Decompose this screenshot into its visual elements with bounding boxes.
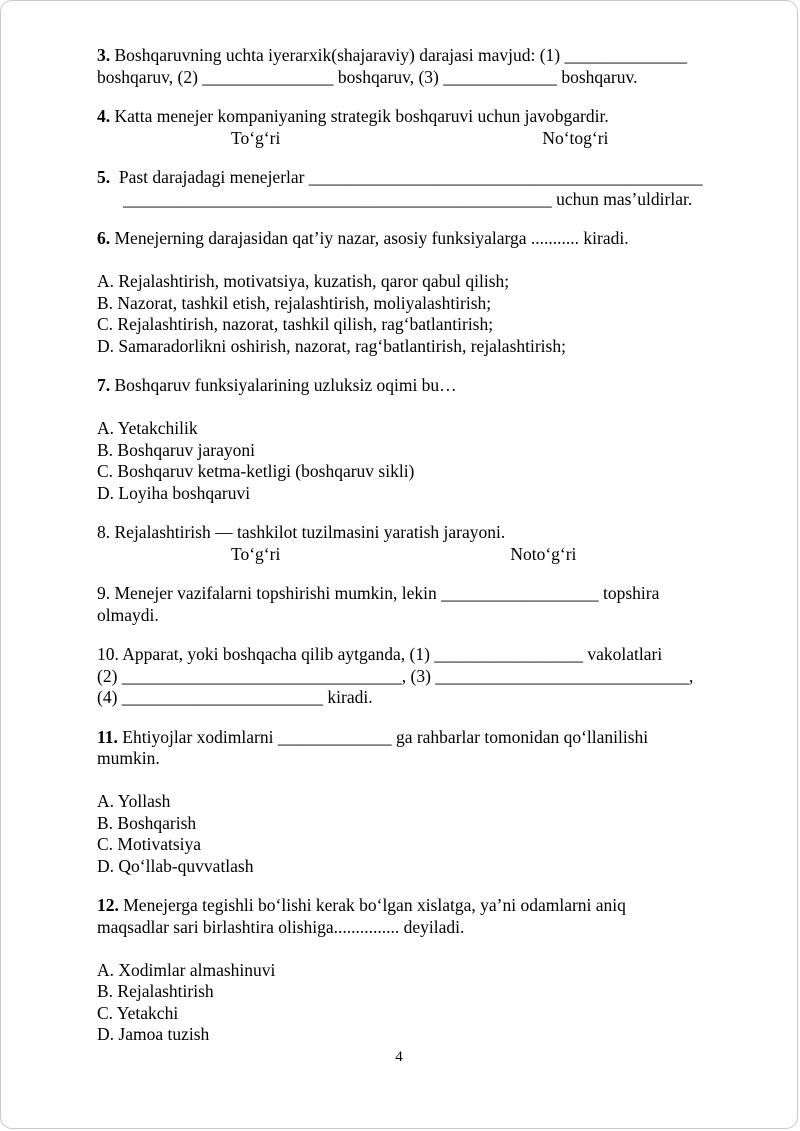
question-9-text: Menejer vazifalarni topshirishi mumkin, lekin __________________ topshira bbox=[110, 583, 660, 603]
true-false-row bbox=[97, 128, 715, 150]
question-line bbox=[97, 644, 715, 666]
question-9-text-line2: olmaydi. bbox=[97, 604, 159, 625]
question-line bbox=[97, 106, 715, 128]
question-12-text-line2: maqsadlar sari birlashtira olishiga............... deyiladi. bbox=[97, 916, 465, 937]
option-a: A. Yollash bbox=[97, 791, 171, 811]
option-c: C. Rejalashtirish, nazorat, tashkil qilish, rag‘batlantirish; bbox=[97, 314, 494, 334]
question-8-text: Rejalashtirish — tashkilot tuzilmasini yaratish jarayoni. bbox=[110, 522, 506, 542]
question-line bbox=[97, 45, 715, 67]
question-10-number: 10. bbox=[97, 644, 119, 664]
page-content bbox=[97, 45, 715, 1064]
question-12-text: Menejerga tegishli bo‘lishi kerak bo‘lgan xislatga, ya’ni odamlarni aniq bbox=[118, 895, 626, 915]
question-6-stem: Menejerning darajasidan qat’iy nazar, asosiy funksiyalarga ........... kiradi. bbox=[110, 228, 629, 248]
question-line bbox=[97, 895, 715, 917]
option-d: D. Jamoa tuzish bbox=[97, 1024, 210, 1044]
question-9 bbox=[97, 583, 715, 626]
question-6 bbox=[97, 228, 715, 357]
question-line bbox=[97, 522, 715, 544]
true-false-row bbox=[97, 544, 715, 566]
question-10-text-line2: (2) ________________________________, (3) _____________________________, bbox=[97, 665, 694, 686]
question-11-text-line2: mumkin. bbox=[97, 748, 160, 768]
option-b: B. Rejalashtirish bbox=[97, 981, 214, 1001]
options-list bbox=[97, 938, 715, 1046]
question-3-text: Boshqaruvning uchta iyerarxik(shajaraviy) darajasi mavjud: (1) ______________ bbox=[110, 45, 687, 65]
question-9-number: 9. bbox=[97, 583, 111, 603]
question-4 bbox=[97, 106, 715, 149]
option-d: D. Qo‘llab-quvvatlash bbox=[97, 855, 254, 876]
question-10-text-line3: (4) _______________________ kiradi. bbox=[97, 687, 373, 707]
question-12-number: 12. bbox=[97, 895, 119, 915]
options-list bbox=[97, 250, 715, 358]
question-10-text: Apparat, yoki boshqacha qilib aytganda, (1) _________________ vakolatlari bbox=[118, 644, 663, 664]
question-10 bbox=[97, 644, 715, 709]
option-a: A. Yetakchilik bbox=[97, 418, 198, 438]
question-7-stem: Boshqaruv funksiyalarining uzluksiz oqimi bu… bbox=[110, 375, 457, 395]
question-5 bbox=[97, 167, 715, 210]
question-11 bbox=[97, 727, 715, 878]
question-line bbox=[97, 583, 715, 605]
question-3-text-line2: boshqaruv, (2) _______________ boshqaruv, (3) _____________ boshqaruv. bbox=[97, 66, 638, 87]
question-12 bbox=[97, 895, 715, 1046]
false-option: Noto‘g‘ri bbox=[510, 543, 577, 564]
true-option: To‘g‘ri bbox=[231, 127, 281, 148]
true-option: To‘g‘ri bbox=[231, 543, 281, 564]
option-c: C. Boshqaruv ketma-ketligi (boshqaruv sikli) bbox=[97, 461, 415, 481]
question-line bbox=[97, 375, 715, 397]
page-number: 4 bbox=[395, 1048, 403, 1065]
option-d: D. Loyiha boshqaruvi bbox=[97, 482, 251, 503]
false-option: No‘tog‘ri bbox=[542, 127, 609, 148]
question-11-number: 11. bbox=[97, 726, 118, 747]
question-line bbox=[97, 727, 715, 749]
option-b: B. Boshqaruv jarayoni bbox=[97, 439, 255, 460]
option-b: B. Nazorat, tashkil etish, rejalashtirish, moliyalashtirish; bbox=[97, 292, 492, 313]
option-d: D. Samaradorlikni oshirish, nazorat, rag‘batlantirish, rejalashtirish; bbox=[97, 335, 566, 356]
question-5-number: 5. bbox=[97, 167, 111, 187]
question-8 bbox=[97, 522, 715, 565]
question-5-text: Past darajadagi menejerlar _____________________________________________ bbox=[110, 167, 703, 187]
question-line bbox=[97, 167, 715, 189]
option-a: A. Rejalashtirish, motivatsiya, kuzatish, qaror qabul qilish; bbox=[97, 271, 510, 291]
question-4-number: 4. bbox=[97, 106, 111, 126]
question-4-text: Katta menejer kompaniyaning strategik boshqaruvi uchun javobgardir. bbox=[110, 106, 609, 126]
option-c: C. Motivatsiya bbox=[97, 834, 202, 854]
options-list bbox=[97, 397, 715, 505]
question-7 bbox=[97, 375, 715, 504]
question-8-number: 8. bbox=[97, 522, 111, 542]
option-c: C. Yetakchi bbox=[97, 1002, 179, 1023]
option-b: B. Boshqarish bbox=[97, 812, 197, 833]
question-3-number: 3. bbox=[97, 45, 111, 65]
question-line bbox=[97, 228, 715, 250]
question-11-text: Ehtiyojlar xodimlarni _____________ ga rahbarlar tomonidan qo‘llanilishi bbox=[117, 726, 649, 747]
option-a: A. Xodimlar almashinuvi bbox=[97, 959, 276, 980]
question-5-text-line2: _________________________________________________ uchun mas’uldirlar. bbox=[123, 188, 693, 209]
question-6-number: 6. bbox=[97, 228, 111, 248]
question-7-number: 7. bbox=[97, 375, 111, 395]
question-3 bbox=[97, 45, 715, 88]
options-list bbox=[97, 770, 715, 878]
